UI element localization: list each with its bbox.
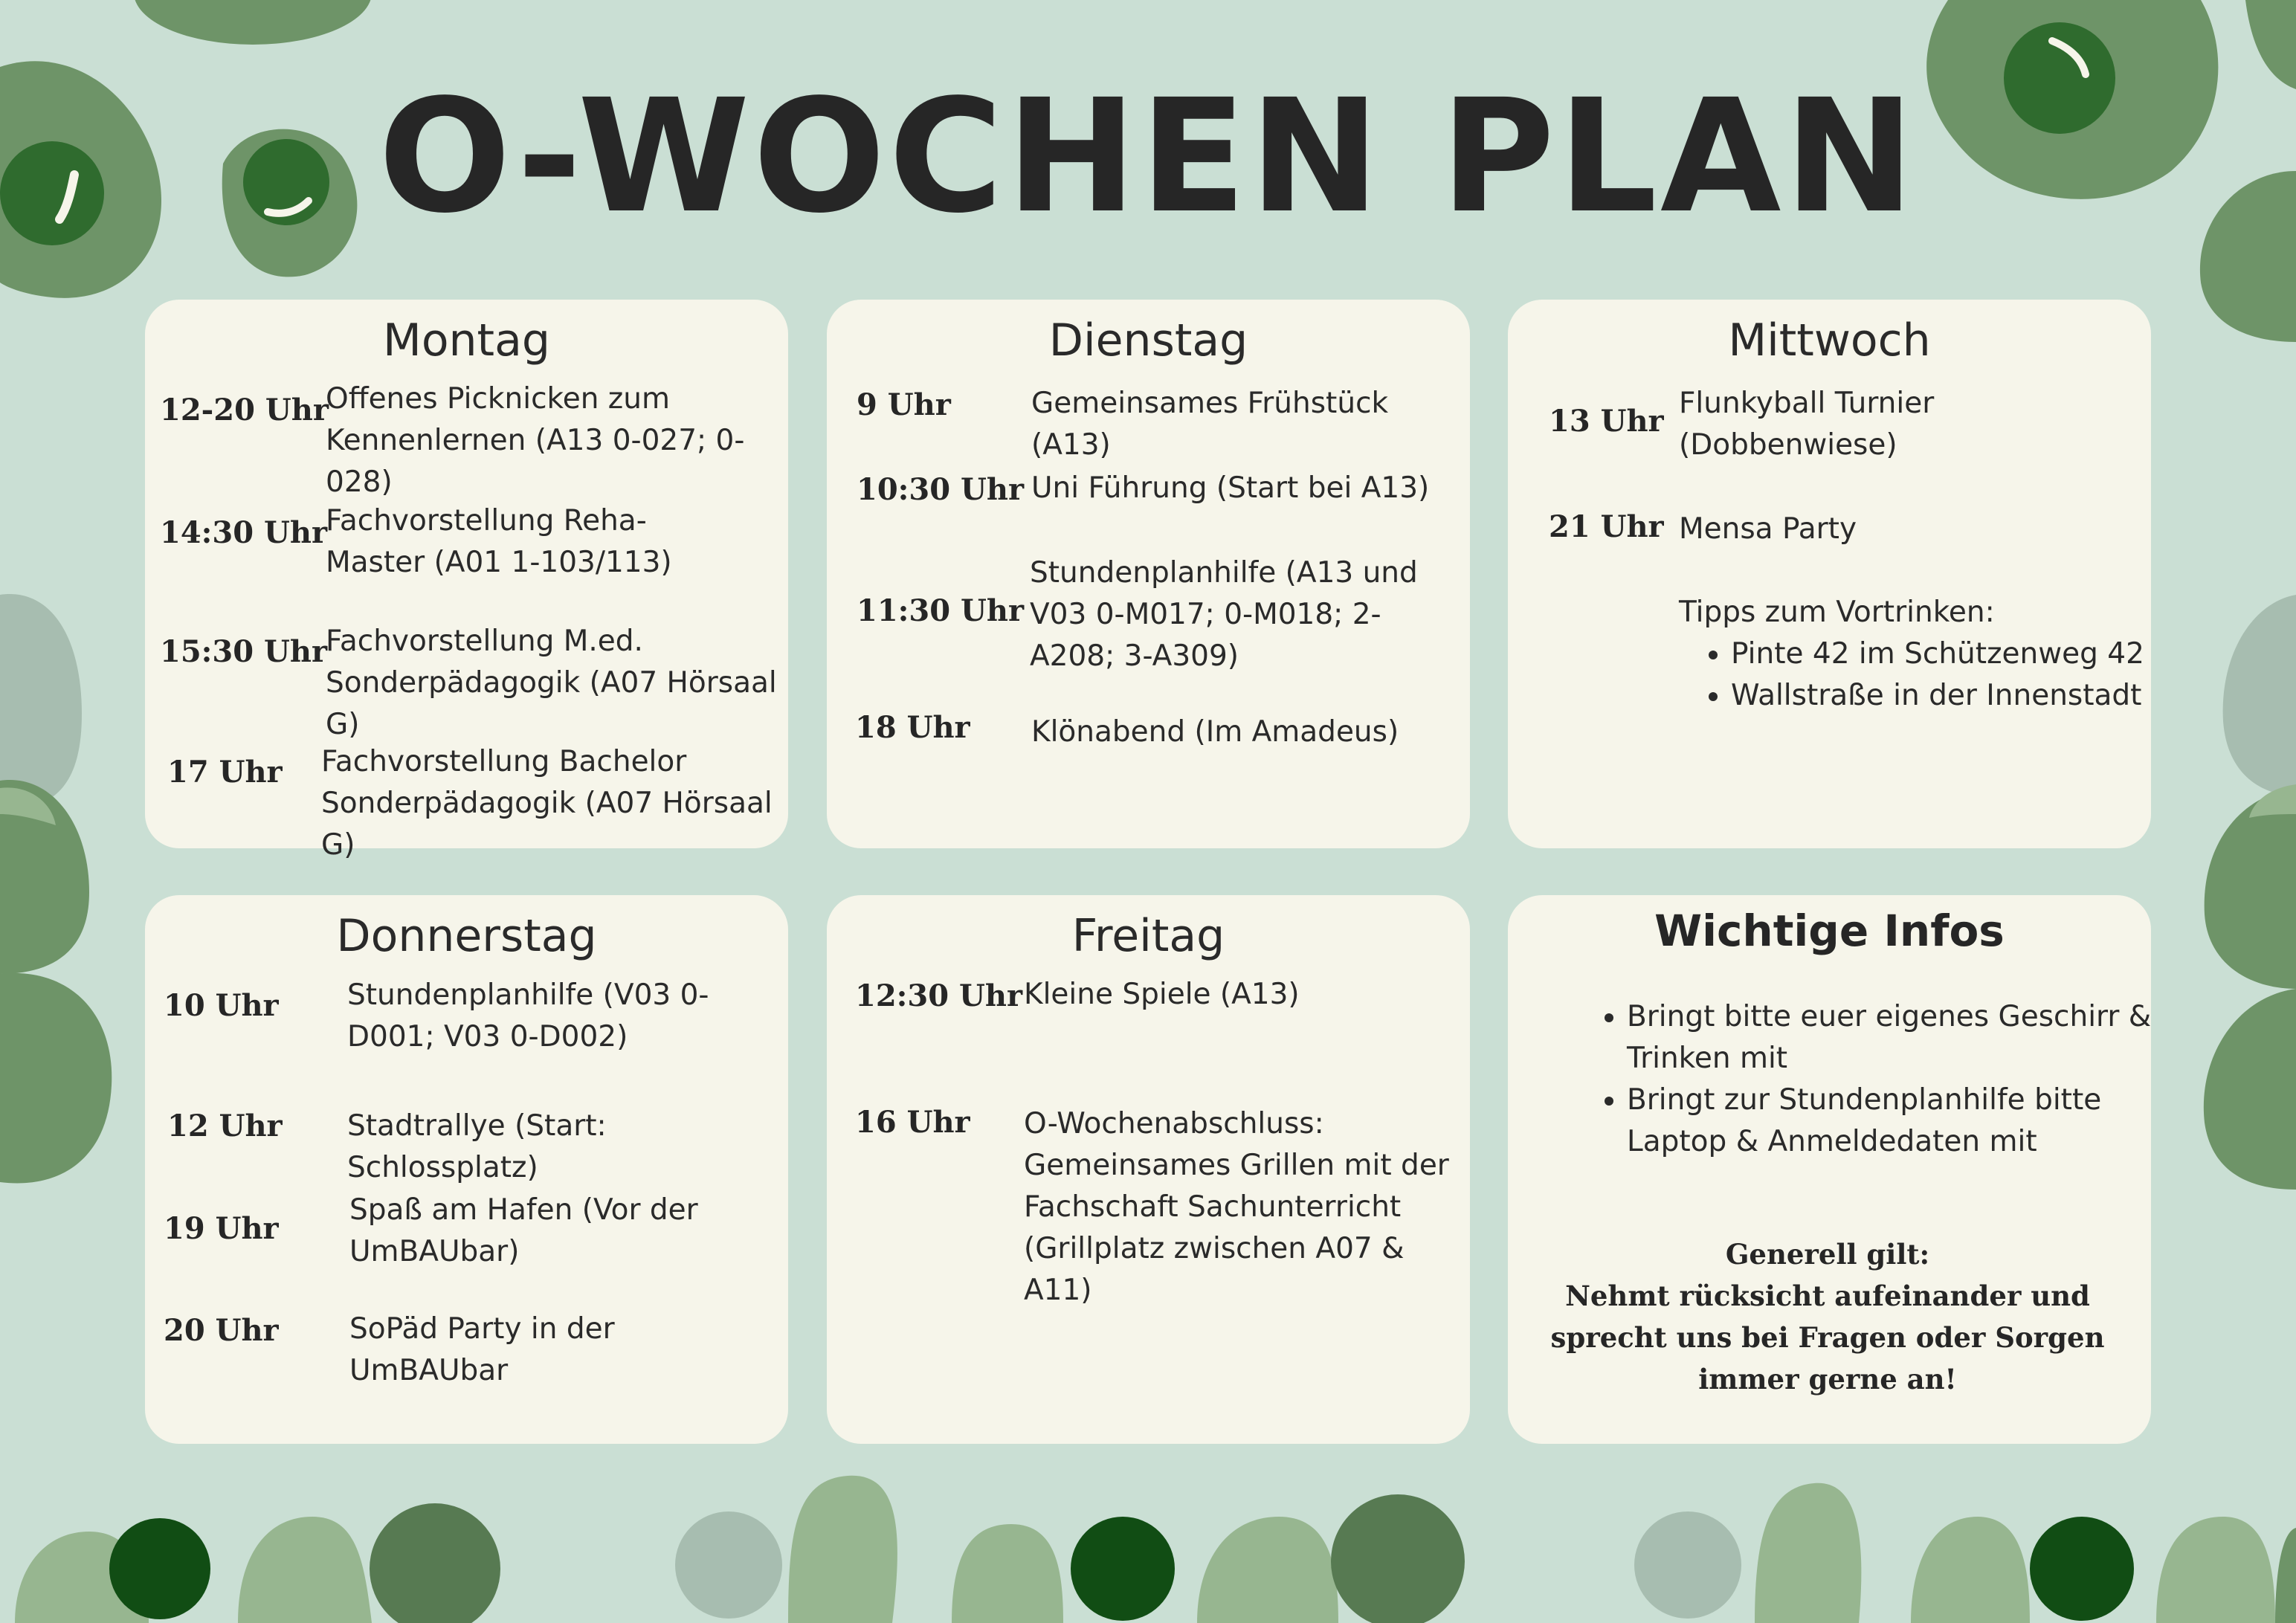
info-title: Wichtige Infos bbox=[1654, 906, 2005, 956]
general-heading: Generell gilt: bbox=[1725, 1238, 1930, 1271]
event-desc: Stadtrallye (Start: Schlossplatz) bbox=[347, 1109, 607, 1184]
event-time: 10 Uhr bbox=[164, 988, 279, 1023]
list-item: • Bringt zur Stundenplanhilfe bitte Laptop & Anmeldedaten mit bbox=[1627, 1080, 2162, 1163]
event-desc: Stundenplanhilfe (A13 und V03 0-M017; 0-M018; 2-A208; 3-A309) bbox=[1030, 556, 1418, 673]
event-desc: Fachvorstellung Reha-Master (A01 1-103/113) bbox=[326, 504, 672, 579]
event-time: 15:30 Uhr bbox=[160, 634, 328, 669]
event-desc: Stundenplanhilfe (V03 0-D001; V03 0-D002) bbox=[347, 978, 709, 1054]
event-desc: Uni Führung (Start bei A13) bbox=[1031, 471, 1430, 505]
event-desc: Flunkyball Turnier (Dobbenwiese) bbox=[1679, 387, 1935, 462]
event-time: 16 Uhr bbox=[855, 1105, 970, 1140]
event-time: 9 Uhr bbox=[857, 387, 951, 422]
card-important-info bbox=[1508, 895, 2151, 1444]
event-desc: Kleine Spiele (A13) bbox=[1024, 978, 1300, 1011]
day-title-thursday: Donnerstag bbox=[336, 910, 597, 962]
day-title-monday: Montag bbox=[383, 314, 550, 367]
tips-list bbox=[1679, 633, 2192, 717]
list-item: • Wallstraße in der Innenstadt bbox=[1731, 675, 2192, 717]
list-item: • Bringt bitte euer eigenes Geschirr & Trinken mit bbox=[1627, 996, 2162, 1080]
card-monday bbox=[145, 300, 788, 862]
day-title-wednesday: Mittwoch bbox=[1728, 314, 1931, 367]
event-time: 11:30 Uhr bbox=[857, 593, 1025, 628]
top-left-blob-icon bbox=[134, 0, 372, 45]
event-time: 14:30 Uhr bbox=[160, 515, 328, 550]
event-time: 12:30 Uhr bbox=[855, 978, 1023, 1013]
event-time: 21 Uhr bbox=[1549, 509, 1664, 544]
event-time: 13 Uhr bbox=[1549, 404, 1664, 439]
event-time: 10:30 Uhr bbox=[857, 472, 1025, 507]
event-desc: Klönabend (Im Amadeus) bbox=[1031, 715, 1399, 749]
event-desc: Gemeinsames Frühstück (A13) bbox=[1031, 387, 1389, 462]
event-time: 20 Uhr bbox=[164, 1313, 279, 1348]
card-tuesday bbox=[827, 300, 1470, 848]
event-desc: SoPäd Party in der UmBAUbar bbox=[349, 1312, 615, 1387]
event-desc: Offenes Picknicken zum Kennenlernen (A13 0-027; 0-028) bbox=[326, 382, 745, 499]
event-time: 19 Uhr bbox=[164, 1211, 279, 1246]
list-item: • Pinte 42 im Schützenweg 42 bbox=[1731, 633, 2192, 675]
event-desc: Mensa Party bbox=[1679, 512, 1857, 546]
event-desc: Fachvorstellung M.ed. Sonderpädagogik (A07 Hörsaal G) bbox=[326, 625, 777, 741]
event-time: 17 Uhr bbox=[167, 755, 283, 790]
event-desc: Fachvorstellung Bachelor Sonderpädagogik (A07 Hörsaal G) bbox=[321, 745, 773, 862]
event-time: 12-20 Uhr bbox=[160, 393, 329, 427]
card-wednesday bbox=[1508, 300, 2151, 848]
day-title-tuesday: Dienstag bbox=[1048, 314, 1248, 367]
card-thursday bbox=[145, 895, 788, 1444]
event-desc: O-Wochenabschluss: Gemeinsames Grillen mit der Fachschaft Sachunterricht (Grillplatz zwischen A07 & A11) bbox=[1024, 1107, 1449, 1307]
card-friday bbox=[827, 895, 1470, 1444]
day-title-friday: Freitag bbox=[1071, 910, 1225, 962]
event-time: 12 Uhr bbox=[167, 1109, 283, 1143]
general-text: Nehmt rücksicht aufeinander und sprecht uns bei Fragen oder Sorgen immer gerne an! bbox=[1550, 1280, 2105, 1395]
page-title: O-WOCHEN PLAN bbox=[378, 65, 1918, 248]
event-time: 18 Uhr bbox=[855, 710, 970, 745]
tips-heading: Tipps zum Vortrinken: bbox=[1679, 596, 1995, 629]
info-list bbox=[1575, 996, 2162, 1163]
event-desc: Spaß am Hafen (Vor der UmBAUbar) bbox=[349, 1193, 698, 1268]
